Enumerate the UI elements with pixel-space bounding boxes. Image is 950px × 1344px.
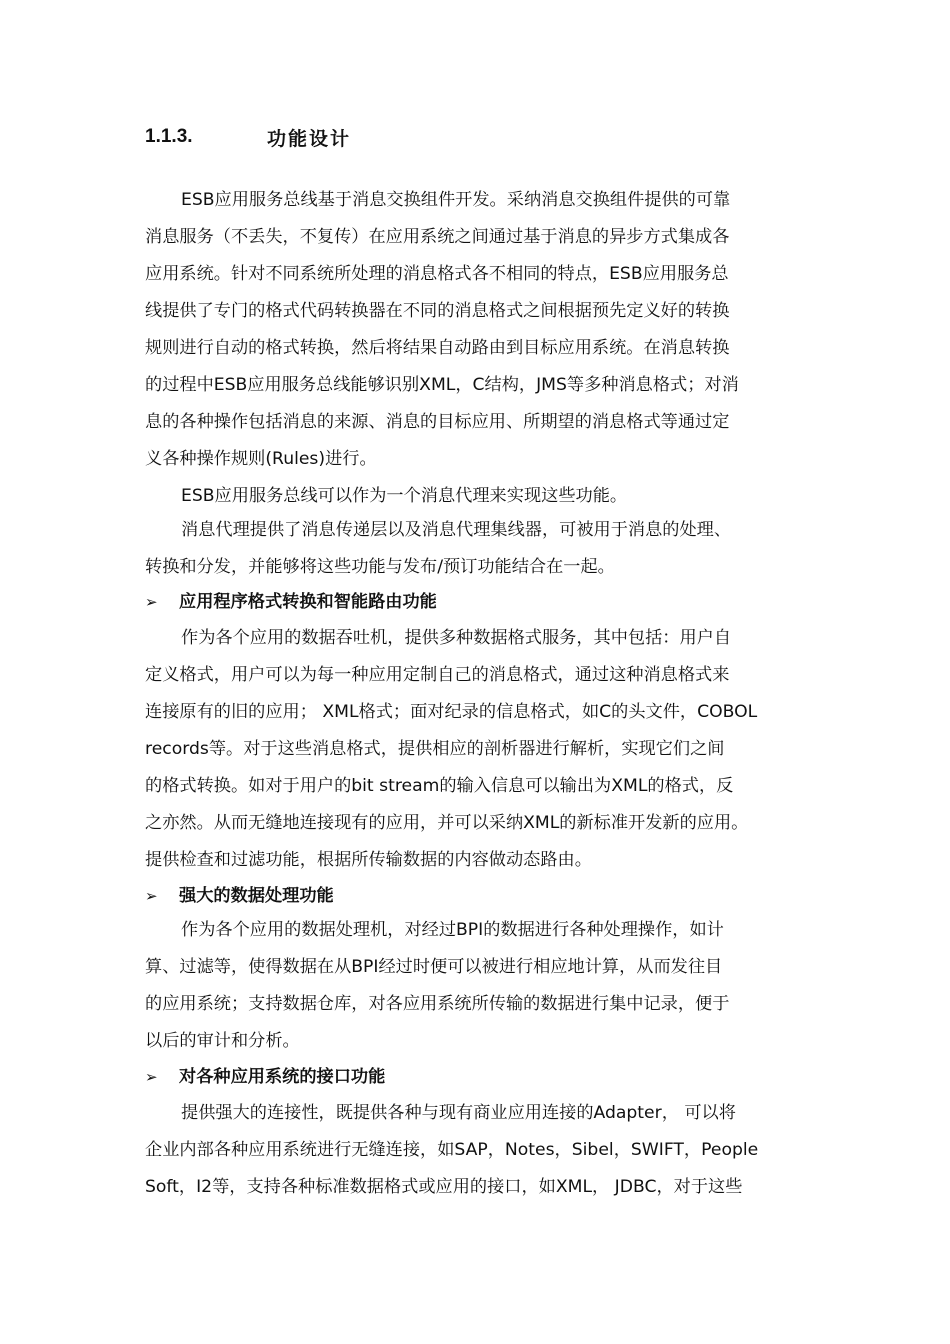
paragraph-line: 的格式转换。如对于用户的bit stream的输入信息可以输出为XML的格式，反 [145, 776, 734, 796]
paragraph-line: 连接原有的旧的应用； XML格式；面对纪录的信息格式，如C的头文件，COBOL [145, 702, 758, 722]
section-heading [145, 122, 351, 152]
paragraph-line: 消息代理提供了消息传递层以及消息代理集线器，可被用于消息的处理、 [181, 520, 732, 540]
paragraph-line: 算、过滤等，使得数据在从BPI经过时便可以被进行相应地计算，从而发往目 [145, 957, 723, 977]
section-number: 1.1.3. [145, 126, 193, 147]
paragraph-line: 提供检查和过滤功能，根据所传输数据的内容做动态路由。 [145, 850, 592, 870]
bullet-title: 应用程序格式转换和智能路由功能 [179, 592, 437, 612]
bullet-heading [145, 1065, 807, 1089]
section-title: 功能设计 [267, 128, 352, 150]
paragraph-line: 的应用系统；支持数据仓库，对各应用系统所传输的数据进行集中记录，便于 [145, 994, 730, 1014]
paragraph-line: 定义格式，用户可以为每一种应用定制自己的消息格式，通过这种消息格式来 [145, 665, 730, 685]
paragraph-line: 作为各个应用的数据处理机，对经过BPI的数据进行各种处理操作，如计 [181, 920, 724, 940]
paragraph-line: records等。对于这些消息格式，提供相应的剖析器进行解析，实现它们之间 [145, 739, 725, 759]
paragraph-line: 企业内部各种应用系统进行无缝连接，如SAP，Notes，Sibel，SWIFT，People [145, 1140, 759, 1160]
paragraph-line: ESB应用服务总线可以作为一个消息代理来实现这些功能。 [181, 486, 628, 506]
paragraph-line: 应用系统。针对不同系统所处理的消息格式各不相同的特点，ESB应用服务总 [145, 264, 729, 284]
paragraph-line: 线提供了专门的格式代码转换器在不同的消息格式之间根据预先定义好的转换 [145, 301, 730, 321]
paragraph-line: ESB应用服务总线基于消息交换组件开发。采纳消息交换组件提供的可靠 [181, 190, 731, 210]
paragraph-line: 的过程中ESB应用服务总线能够识别XML，C结构，JMS等多种消息格式；对消 [145, 375, 739, 395]
paragraph-line: 作为各个应用的数据吞吐机，提供多种数据格式服务，其中包括：用户自 [181, 628, 732, 648]
arrow-bullet-icon: ➢ [145, 593, 158, 611]
paragraph-line: Soft，I2等，支持各种标准数据格式或应用的接口，如XML， JDBC，对于这些 [145, 1177, 743, 1197]
bullet-title: 强大的数据处理功能 [179, 886, 334, 906]
paragraph-line: 息的各种操作包括消息的来源、消息的目标应用、所期望的消息格式等通过定 [145, 412, 730, 432]
paragraph-line: 提供强大的连接性，既提供各种与现有商业应用连接的Adapter， 可以将 [181, 1103, 736, 1123]
paragraph-line: 规则进行自动的格式转换，然后将结果自动路由到目标应用系统。在消息转换 [145, 338, 730, 358]
arrow-bullet-icon: ➢ [145, 887, 158, 905]
paragraph-line: 义各种操作规则(Rules)进行。 [145, 449, 377, 469]
paragraph-line: 之亦然。从而无缝地连接现有的应用，并可以采纳XML的新标准开发新的应用。 [145, 813, 749, 833]
paragraph-line: 消息服务（不丢失，不复传）在应用系统之间通过基于消息的异步方式集成各 [145, 227, 730, 247]
bullet-heading [145, 590, 807, 614]
bullet-heading [145, 884, 807, 908]
paragraph-line: 转换和分发，并能够将这些功能与发布/预订功能结合在一起。 [145, 557, 615, 577]
arrow-bullet-icon: ➢ [145, 1068, 158, 1086]
bullet-title: 对各种应用系统的接口功能 [179, 1067, 386, 1087]
paragraph-line: 以后的审计和分析。 [145, 1031, 300, 1051]
